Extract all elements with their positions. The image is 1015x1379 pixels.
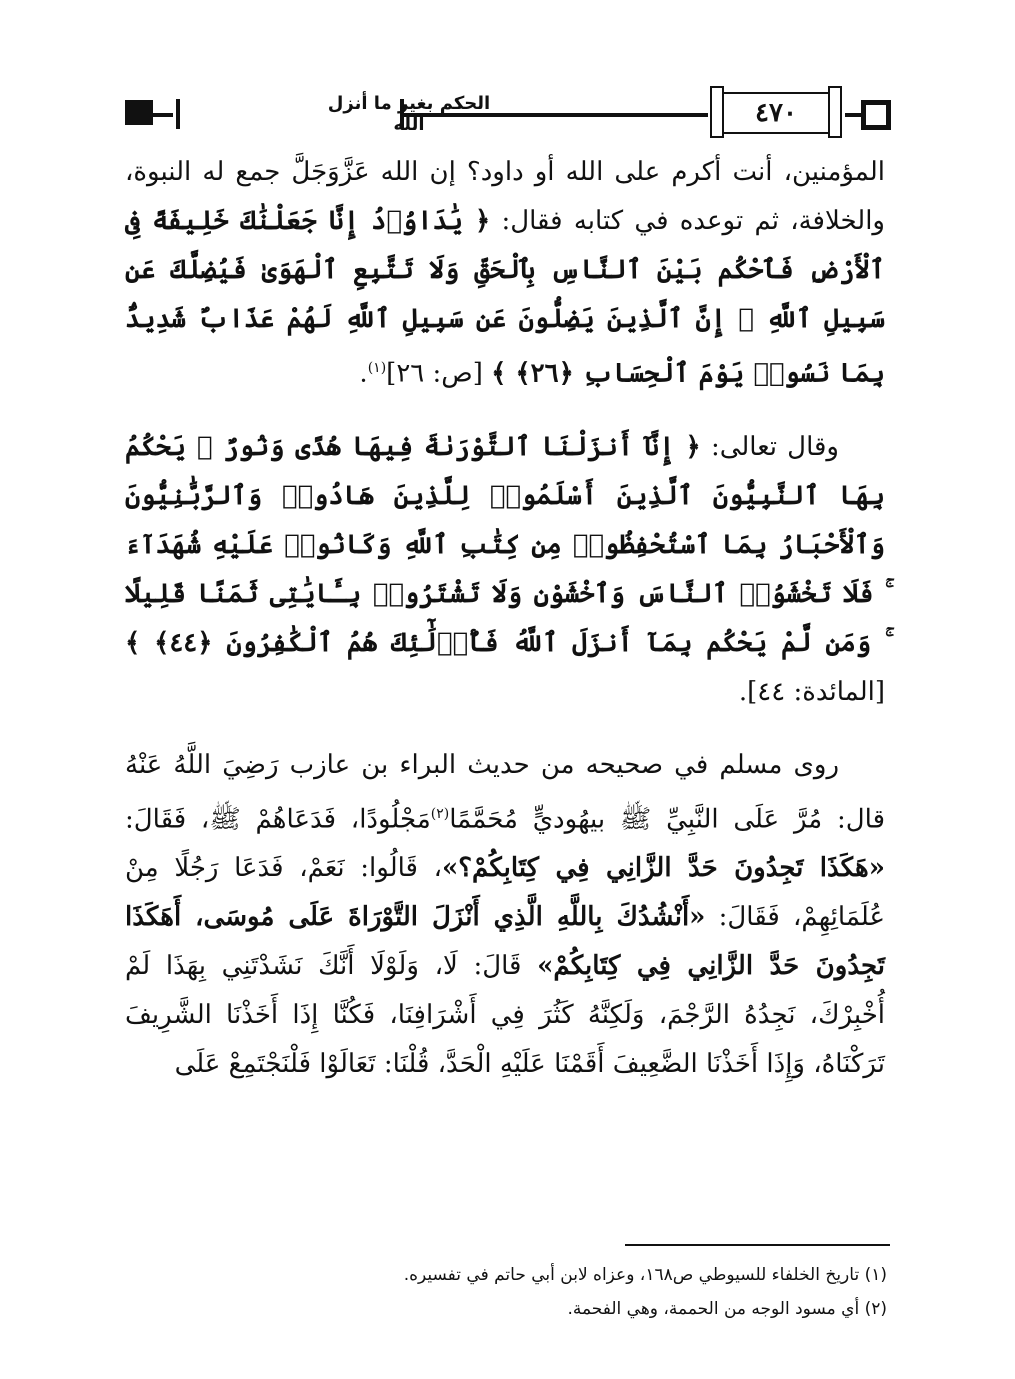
hadith-text-1: مَجْلُودًا، فَدَعَاهُمْ ﷺ، فَقَالَ: [125, 804, 431, 835]
running-title: الحكم بغير ما أنزل الله [327, 93, 491, 135]
verse-reference-sad: [ص: ٢٦] [386, 358, 483, 389]
page-header [120, 86, 895, 146]
paragraph-2 [125, 423, 885, 717]
hadith-text-3: قَالَ: لَا، وَلَوْلَا أَنَّكَ نَشَدْتَنِي بِهَذَا لَمْ أُخْبِرْكَ، نَجِدُهُ الرَّجْمَ، وَلَكِنَّهُ كَثُرَ فِي أَشْرَافِنَا، فَكُنَّا إِذَا أَخَذْنَا الشَّرِيفَ تَرَكْنَاهُ، وَإِذَا أَخَذْنَا الضَّعِيفَ أَقَمْنَا عَلَيْهِ الْحَدَّ، قُلْنَا: تَعَالَوْا فَلْنَجْتَمِعْ عَلَى [125, 951, 885, 1080]
paragraph-1: المؤمنين، أنت أكرم على الله أو داود؟ إن الله عَزَّوَجَلَّ جمع له النبوة، والخلافة، ثم توعده في كتابه فقال: ﴿ يَٰدَاوُۥدُ إِنَّا جَعَلْنَٰكَ خَلِيفَةً فِى ٱلْأَرْضِ فَٱحْكُم بَيْنَ ٱلنَّاسِ بِٱلْحَقِّ وَلَا تَتَّبِعِ ٱلْهَوَىٰ فَيُضِلَّكَ عَن سَبِيلِ ٱللَّهِ ۚ إِنَّ ٱلَّذِينَ يَضِلُّونَ عَن سَبِيلِ ٱللَّهِ لَهُمْ عَذَابٌ شَدِيدٌۢ بِمَا نَسُوا۟ يَوْمَ ٱلْحِسَابِ ﴿٢٦﴾ ﴾ [ص: ٢٦]$^{(١)}$. [125, 157, 886, 389]
footnote-2: (٢) أي مسود الوجه من الحممة، وهي الفحمة. [567, 1299, 887, 1319]
page-number-frame [720, 92, 832, 134]
footnote-marker-1: (١) [367, 360, 387, 376]
main-text [125, 148, 885, 1113]
paragraph-1-intro: المؤمنين، أنت أكرم على الله أو داود؟ إن الله عَزَّوَجَلَّ جمع له النبوة، والخلافة، ثم توعده في كتابه فقال: [125, 157, 885, 236]
header-rule-left-stub [153, 113, 173, 117]
paragraph-2-intro: وقال تعالى: [710, 431, 839, 462]
hadith-intro: روى مسلم في صحيحه من حديث البراء بن عازب رَضِيَ اللَّهُ عَنْهُ قال: مُرَّ عَلَى النَّبِيِّ ﷺ بيهُوديٍّ مُحَمَّمًا [125, 749, 885, 835]
header-ornament-bar [125, 100, 153, 125]
footnotes [127, 1258, 887, 1326]
hadith-text-2: ، قَالُوا: نَعَمْ، فَدَعَا رَجُلًا مِنْ عُلَمَائِهِمْ، فَقَالَ: [125, 853, 885, 933]
footnote-separator [625, 1244, 890, 1246]
header-ornament-square [861, 100, 891, 130]
quran-verse-sad: ﴿ يَٰدَاوُۥدُ إِنَّا جَعَلْنَٰكَ خَلِيفَةً فِى ٱلْأَرْضِ فَٱحْكُم بَيْنَ ٱلنَّاسِ بِٱلْحَقِّ وَلَا تَتَّبِعِ ٱلْهَوَىٰ فَيُضِلَّكَ عَن سَبِيلِ ٱللَّهِ ۚ إِنَّ ٱلَّذِينَ يَضِلُّونَ عَن سَبِيلِ ٱللَّهِ لَهُمْ عَذَابٌ شَدِيدٌۢ بِمَا نَسُوا۟ يَوْمَ ٱلْحِسَابِ ﴿٢٦﴾ ﴾ [125, 206, 886, 389]
verse-reference-maidah: [المائدة: ٤٤]. [738, 676, 885, 707]
hadith-quote-1: «هَكَذَا تَجِدُونَ حَدَّ الزَّانِي فِي كِتَابِكُمْ؟» [441, 853, 885, 884]
quran-verse-maidah: ﴿ إِنَّآ أَنزَلْنَا ٱلتَّوْرَىٰةَ فِيهَا هُدًى وَنُورٌ ۚ يَحْكُمُ بِهَا ٱلنَّبِيُّونَ ٱلَّذِينَ أَسْلَمُوا۟ لِلَّذِينَ هَادُوا۟ وَٱلرَّبَّٰنِيُّونَ وَٱلْأَحْبَارُ بِمَا ٱسْتُحْفِظُوا۟ مِن كِتَٰبِ ٱللَّهِ وَكَانُوا۟ عَلَيْهِ شُهَدَآءَ ۚ فَلَا تَخْشَوُا۟ ٱلنَّاسَ وَٱخْشَوْنِ وَلَا تَشْتَرُوا۟ بِـَٔايَٰتِى ثَمَنًا قَلِيلًا ۚ وَمَن لَّمْ يَحْكُم بِمَآ أَنزَلَ ٱللَّهُ فَأُو۟لَٰٓئِكَ هُمُ ٱلْكَٰفِرُونَ ﴿٤٤﴾ ﴾ [125, 431, 885, 658]
footnote-1: (١) تاريخ الخلفاء للسيوطي ص١٦٨، وعزاه لابن أبي حاتم في تفسيره. [403, 1265, 887, 1285]
footnote-marker-2: (٢) [430, 805, 450, 822]
paragraph-3 [125, 741, 885, 1090]
page-number: ٤٧٠ [755, 98, 797, 128]
hadith-quote-2: «أَنْشُدُكَ بِاللَّهِ الَّذِي أَنْزَلَ التَّوْرَاةَ عَلَى مُوسَى، أَهَكَذَا تَجِدُونَ حَدَّ الزَّانِي فِي كِتَابِكُمْ» [125, 902, 885, 982]
header-tick-left [176, 99, 180, 129]
